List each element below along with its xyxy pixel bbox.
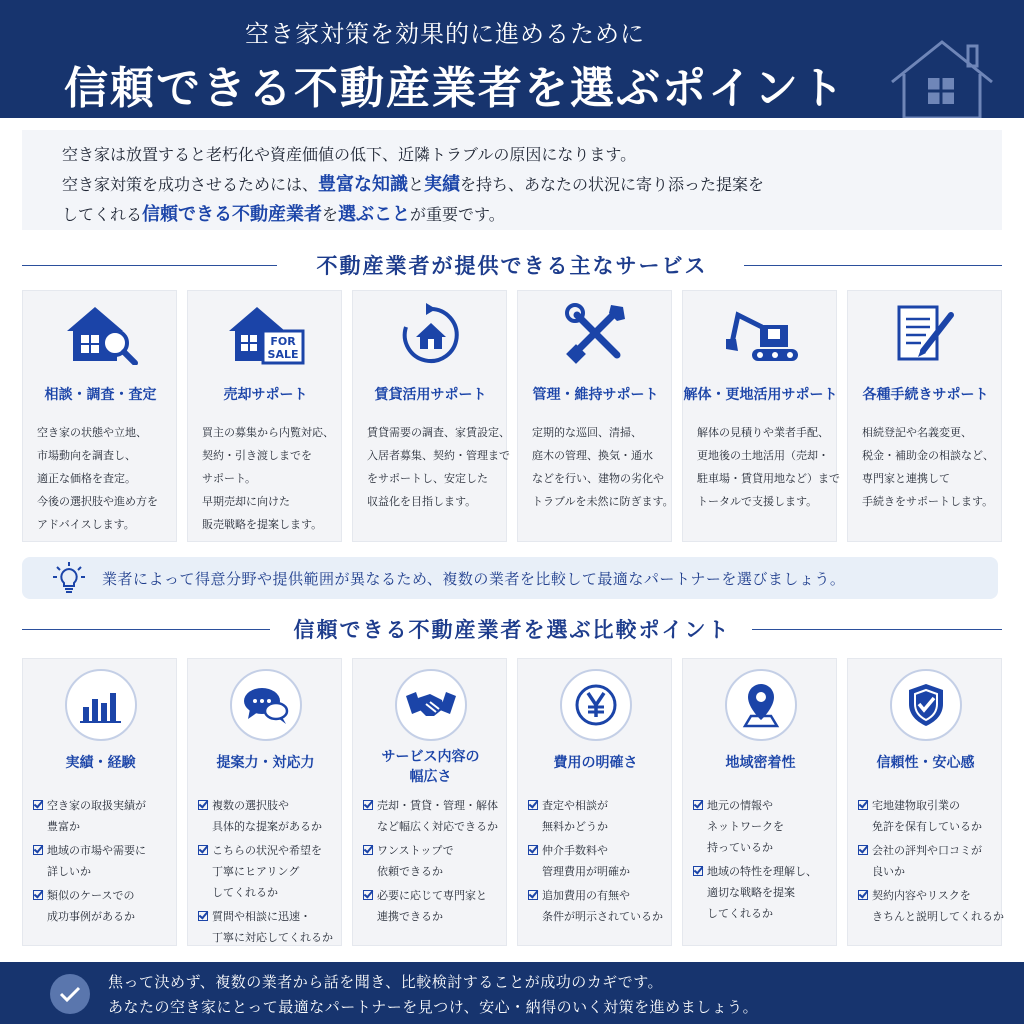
- checkbox-icon: [33, 800, 43, 810]
- checklist-item: こちらの状況や希望を 丁寧にヒアリング してくれるか: [198, 840, 340, 903]
- service-card-description: 定期的な巡回、清掃、 庭木の管理、換気・通水 などを行い、建物の劣化や トラブルを未然に防ぎます。: [532, 426, 674, 508]
- map-pin-icon: [741, 682, 781, 728]
- lightbulb-icon: [52, 561, 86, 595]
- yen-icon: [574, 683, 618, 727]
- comparison-card-proposal: [187, 658, 342, 946]
- comparison-card-title: 実績・経験: [65, 755, 136, 771]
- checklist-item: 査定や相談が 無料かどうか: [528, 795, 670, 837]
- comparison-card-title: 費用の明確さ: [553, 755, 638, 771]
- excavator-icon: [718, 303, 804, 365]
- checklist-item: 類似のケースでの 成功事例があるか: [33, 885, 175, 927]
- tools-icon: [565, 303, 627, 365]
- comparison-card-reliability: [847, 658, 1002, 946]
- service-card-consultation: [22, 290, 177, 542]
- intro-line-2: 空き家対策を成功させるためには、豊富な知識と実績を持ち、あなたの状況に寄り添った提案を: [62, 174, 765, 195]
- checklist-item: 売却・賃貸・管理・解体 など幅広く対応できるか: [363, 795, 505, 837]
- tip-bar: [22, 557, 998, 599]
- checklist-item: 地域の特性を理解し、 適切な戦略を提案 してくれるか: [693, 861, 835, 924]
- checkbox-icon: [363, 845, 373, 855]
- checklist-item: 契約内容やリスクを きちんと説明してくれるか: [858, 885, 1000, 927]
- services-section-title: [22, 248, 1002, 282]
- divider-right: [744, 265, 1002, 266]
- bar-chart-icon: [79, 687, 123, 723]
- service-card-description: 相続登記や名義変更、 税金・補助金の相談など、 専門家と連携して 手続きをサポートします。: [862, 426, 994, 508]
- icon-badge: [560, 669, 632, 741]
- comparison-checklist: [33, 795, 175, 930]
- comparison-checklist: [198, 795, 340, 951]
- checkbox-icon: [528, 845, 538, 855]
- header-title: 信頼できる不動産業者を選ぶポイント: [64, 63, 846, 114]
- comparison-card-title: 信頼性・安心感: [876, 755, 975, 771]
- checkbox-icon: [198, 800, 208, 810]
- service-card-description: 賃貸需要の調査、家賃設定、 入居者募集、契約・管理まで をサポートし、安定した 収益化を目指します。: [367, 426, 510, 508]
- service-card-maintenance: [517, 290, 672, 542]
- checklist-item: 空き家の取扱実績が 豊富か: [33, 795, 175, 837]
- icon-badge: [395, 669, 467, 741]
- svg-text:SALE: SALE: [267, 348, 298, 361]
- header-banner: [0, 0, 1024, 118]
- service-card-title: 各種手続きサポート: [862, 387, 989, 403]
- icon-badge: [725, 669, 797, 741]
- checkbox-icon: [363, 800, 373, 810]
- comparison-checklist: [528, 795, 670, 930]
- svg-text:FOR: FOR: [269, 335, 296, 348]
- comparison-card-local: [682, 658, 837, 946]
- intro-line-1: 空き家は放置すると老朽化や資産価値の低下、近隣トラブルの原因になります。: [62, 145, 637, 164]
- checkbox-icon: [198, 845, 208, 855]
- icon-badge: [890, 669, 962, 741]
- service-card-title: 解体・更地活用サポート: [683, 387, 838, 403]
- document-pen-icon: [893, 303, 959, 365]
- footer-line-2: あなたの空き家にとって最適なパートナーを見つけ、安心・納得のいく対策を進めましょう。: [108, 998, 759, 1016]
- checklist-item: 仲介手数料や 管理費用が明確か: [528, 840, 670, 882]
- checkbox-icon: [858, 845, 868, 855]
- checkbox-icon: [198, 911, 208, 921]
- service-card-title: 売却サポート: [223, 387, 308, 403]
- checklist-item: 地元の情報や ネットワークを 持っているか: [693, 795, 835, 858]
- checklist-item: 追加費用の有無や 条件が明示されているか: [528, 885, 670, 927]
- comparison-card-title: サービス内容の 幅広さ: [381, 749, 480, 785]
- comparison-section-title: [22, 612, 1002, 646]
- comparison-card-cost: [517, 658, 672, 946]
- service-card-title: 相談・調査・査定: [44, 387, 157, 403]
- checklist-item: 会社の評判や口コミが 良いか: [858, 840, 1000, 882]
- checklist-item: 複数の選択肢や 具体的な提案があるか: [198, 795, 340, 837]
- checklist-item: ワンストップで 依頼できるか: [363, 840, 505, 882]
- handshake-icon: [406, 688, 456, 722]
- service-card-demolition: [682, 290, 840, 542]
- check-circle-icon: [50, 974, 90, 1014]
- intro-line-3: してくれる信頼できる不動産業者を選ぶことが重要です。: [62, 204, 505, 225]
- service-card-rental: [352, 290, 510, 542]
- services-heading: 不動産業者が提供できる主なサービス: [316, 253, 708, 278]
- service-card-procedures: [847, 290, 1002, 542]
- header-subtitle: 空き家対策を効果的に進めるために: [245, 20, 645, 48]
- checkbox-icon: [528, 890, 538, 900]
- checkbox-icon: [33, 845, 43, 855]
- service-card-title: 賃貸活用サポート: [374, 387, 487, 403]
- checkbox-icon: [858, 890, 868, 900]
- comparison-heading: 信頼できる不動産業者を選ぶ比較ポイント: [293, 617, 731, 642]
- checklist-item: 地域の市場や需要に 詳しいか: [33, 840, 175, 882]
- checkbox-icon: [693, 800, 703, 810]
- tip-text: 業者によって得意分野や提供範囲が異なるため、複数の業者を比較して最適なパートナーを選びましょう。: [102, 570, 846, 588]
- icon-badge: [65, 669, 137, 741]
- comparison-card-service-range: [352, 658, 507, 946]
- checkbox-icon: [858, 800, 868, 810]
- shield-check-icon: [906, 682, 946, 728]
- speech-bubbles-icon: [242, 685, 290, 725]
- house-outline-icon: [888, 34, 996, 118]
- service-card-description: 買主の募集から内覧対応、 契約・引き渡しまでを サポート。 早期売却に向けた 販売戦略を提案します。: [202, 426, 334, 531]
- checklist-item: 必要に応じて専門家と 連携できるか: [363, 885, 505, 927]
- comparison-checklist: [858, 795, 1004, 930]
- comparison-card-title: 地域密着性: [725, 755, 796, 771]
- intro-box: [22, 130, 1002, 230]
- checkbox-icon: [693, 866, 703, 876]
- service-card-description: 解体の見積りや業者手配、 更地後の土地活用（売却・ 駐車場・賃貸用地など）まで トータルで支援します。: [697, 426, 840, 508]
- comparison-checklist: [693, 795, 835, 927]
- checkbox-icon: [363, 890, 373, 900]
- footer-banner: [0, 962, 1024, 1024]
- checklist-item: 質問や相談に迅速・ 丁寧に対応してくれるか: [198, 906, 340, 948]
- comparison-card-track-record: [22, 658, 177, 946]
- comparison-checklist: [363, 795, 505, 930]
- checkbox-icon: [528, 800, 538, 810]
- service-card-title: 管理・維持サポート: [532, 387, 659, 403]
- service-card-description: 空き家の状態や立地、 市場動向を調査し、 適正な価格を査定。 今後の選択肢や進め方を アドバイスします。: [37, 426, 158, 531]
- house-search-icon: [63, 303, 139, 365]
- divider-right: [752, 629, 1002, 630]
- icon-badge: [230, 669, 302, 741]
- checklist-item: 宅地建物取引業の 免許を保有しているか: [858, 795, 1000, 837]
- house-cycle-icon: [398, 303, 464, 365]
- checkbox-icon: [33, 890, 43, 900]
- comparison-card-title: 提案力・対応力: [216, 755, 315, 771]
- footer-line-1: 焦って決めず、複数の業者から話を聞き、比較検討することが成功のカギです。: [108, 973, 664, 991]
- service-card-sale: [187, 290, 342, 542]
- house-for-sale-icon: [225, 303, 307, 365]
